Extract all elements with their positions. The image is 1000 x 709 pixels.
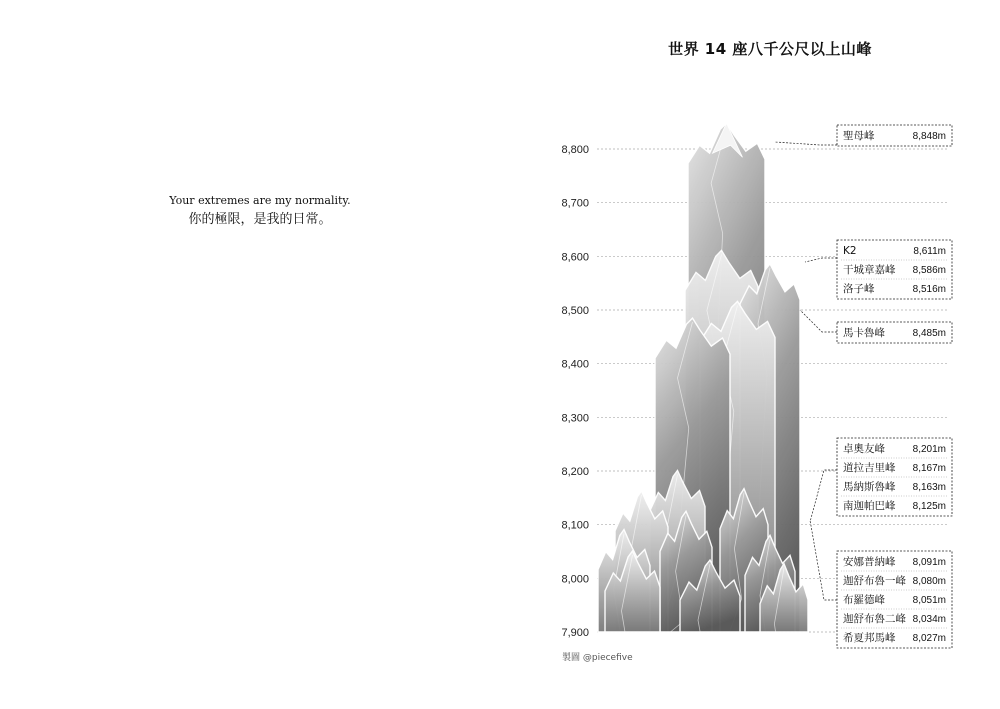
legend-peak-height: 8,201m [912, 444, 946, 455]
leader-line [775, 142, 837, 145]
legend-peak-height: 8,027m [912, 633, 946, 644]
leader-line [805, 258, 837, 262]
legend-peak-name: 南迦帕巴峰 [843, 500, 896, 512]
legend-peak-name: 安娜普納峰 [843, 556, 896, 568]
legend-peak-height: 8,034m [912, 614, 946, 625]
legend-peak-height: 8,091m [912, 557, 946, 568]
y-tick-label: 8,200 [561, 466, 589, 478]
y-tick-label: 8,700 [561, 197, 589, 210]
chart-title: 世界 14 座八千公尺以上山峰 [668, 40, 872, 58]
leader-line [810, 470, 837, 522]
y-tick-label: 8,300 [561, 412, 589, 425]
quote-english: Your extremes are my normality. [169, 194, 351, 207]
legend-peak-height: 8,051m [912, 595, 946, 606]
legend-peak-height: 8,485m [912, 328, 946, 339]
leader-line [810, 520, 837, 600]
legend-peak-height: 8,167m [912, 463, 946, 474]
legend-peak-height: 8,125m [912, 501, 946, 512]
y-tick-label: 8,600 [561, 251, 589, 264]
legend-peak-name: 聖母峰 [843, 130, 875, 142]
y-tick-label: 8,400 [561, 358, 589, 371]
legend-peak-name: 迦舒布魯二峰 [843, 613, 906, 625]
legend-peak-name: 馬卡魯峰 [843, 327, 885, 339]
y-tick-label: 8,100 [561, 519, 589, 532]
mountain-bars [598, 123, 808, 674]
legend-peak-name: 洛子峰 [843, 283, 875, 295]
legend-peak-name: K2 [843, 245, 857, 257]
legend-peak-height: 8,163m [912, 482, 946, 493]
legend [837, 125, 952, 648]
legend-peak-height: 8,516m [912, 284, 946, 295]
legend-peak-name: 迦舒布魯一峰 [843, 575, 906, 587]
credit-text: 製圖 @piecefive [562, 653, 633, 663]
legend-peak-name: 希夏邦馬峰 [843, 632, 896, 644]
quote-chinese: 你的極限，是我的日常。 [188, 212, 332, 227]
y-tick-label: 7,900 [561, 627, 589, 639]
legend-peak-height: 8,611m [913, 246, 946, 257]
y-tick-label: 8,000 [561, 573, 589, 586]
legend-peak-name: 卓奧友峰 [843, 443, 885, 455]
legend-peak-height: 8,080m [912, 576, 946, 587]
legend-peak-name: 布羅德峰 [843, 594, 885, 606]
leader-line [800, 310, 837, 332]
y-tick-label: 8,500 [561, 305, 589, 317]
legend-peak-name: 干城章嘉峰 [843, 264, 896, 276]
y-tick-label: 8,800 [561, 144, 589, 156]
legend-peak-height: 8,586m [912, 265, 946, 276]
legend-peak-name: 馬納斯魯峰 [843, 481, 896, 493]
legend-peak-name: 道拉吉里峰 [843, 462, 896, 474]
legend-peak-height: 8,848m [912, 131, 946, 142]
